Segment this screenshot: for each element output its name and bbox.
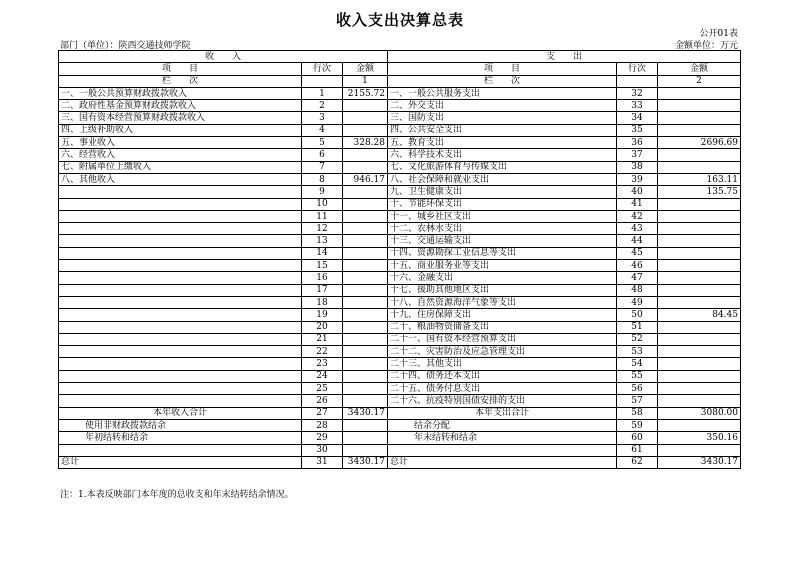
row-number: 54 bbox=[617, 358, 658, 370]
table-row bbox=[59, 210, 741, 222]
expense-header: 支 出 bbox=[388, 51, 741, 63]
income-item bbox=[59, 210, 302, 222]
expense-item: 六、科学技术支出 bbox=[388, 149, 617, 161]
income-total-label: 本年收入合计 bbox=[59, 407, 302, 419]
non-fiscal-surplus-label: 使用非财政拨款结余 bbox=[59, 419, 302, 431]
row-number: 50 bbox=[617, 309, 658, 321]
income-item: 八、其他收入 bbox=[59, 173, 302, 185]
form-number: 公开01表 bbox=[699, 29, 738, 39]
row-number: 11 bbox=[302, 210, 343, 222]
expense-item: 十三、交通运输支出 bbox=[388, 235, 617, 247]
amount-cell bbox=[343, 432, 388, 444]
row-number: 52 bbox=[617, 333, 658, 345]
row-number: 13 bbox=[302, 235, 343, 247]
amount-unit: 金额单位：万元 bbox=[674, 41, 738, 51]
row-number: 53 bbox=[617, 346, 658, 358]
department-label: 部门（单位）：陕西交通技师学院 bbox=[60, 41, 191, 51]
income-amount bbox=[343, 395, 388, 407]
expense-item: 四、公共安全支出 bbox=[388, 124, 617, 136]
row-number: 28 bbox=[302, 419, 343, 431]
row-number: 15 bbox=[302, 260, 343, 272]
row-number: 46 bbox=[617, 260, 658, 272]
expense-amount bbox=[658, 383, 741, 395]
expense-item: 十九、住房保障支出 bbox=[388, 309, 617, 321]
expense-item: 一、一般公共服务支出 bbox=[388, 87, 617, 99]
row-number: 25 bbox=[302, 383, 343, 395]
income-item bbox=[59, 321, 302, 333]
expense-item: 九、卫生健康支出 bbox=[388, 186, 617, 198]
table-row bbox=[59, 247, 741, 259]
table-row-grand-total bbox=[59, 456, 741, 468]
income-amount: 946.17 bbox=[343, 173, 388, 185]
table-row-28 bbox=[59, 419, 741, 431]
income-amount bbox=[343, 272, 388, 284]
income-amount bbox=[343, 161, 388, 173]
income-amount bbox=[343, 333, 388, 345]
expense-item: 十四、资源勘探工业信息等支出 bbox=[388, 247, 617, 259]
table-row bbox=[59, 260, 741, 272]
beginning-balance-label: 年初结转和结余 bbox=[59, 432, 302, 444]
header-row-section bbox=[59, 51, 741, 63]
expense-amount bbox=[658, 284, 741, 296]
income-amount bbox=[343, 124, 388, 136]
table-row bbox=[59, 321, 741, 333]
row-number: 3 bbox=[302, 112, 343, 124]
expense-item: 十五、商业服务业等支出 bbox=[388, 260, 617, 272]
expense-item: 二十二、灾害防治及应急管理支出 bbox=[388, 346, 617, 358]
table-row bbox=[59, 358, 741, 370]
income-item bbox=[59, 272, 302, 284]
income-amount bbox=[343, 210, 388, 222]
expense-amount bbox=[658, 112, 741, 124]
grand-income-label: 总计 bbox=[59, 456, 302, 468]
expense-item: 二十六、抗疫特别国债安排的支出 bbox=[388, 395, 617, 407]
table-row bbox=[59, 346, 741, 358]
expense-item: 五、教育支出 bbox=[388, 137, 617, 149]
income-item bbox=[59, 198, 302, 210]
row-number: 42 bbox=[617, 210, 658, 222]
income-total-amount: 3430.17 bbox=[343, 407, 388, 419]
amount-cell bbox=[343, 444, 388, 456]
summary-table bbox=[58, 50, 741, 469]
income-item: 五、事业收入 bbox=[59, 137, 302, 149]
expense-amount bbox=[658, 272, 741, 284]
grand-expense-label: 总计 bbox=[388, 456, 617, 468]
row-number: 16 bbox=[302, 272, 343, 284]
row-number: 27 bbox=[302, 407, 343, 419]
income-col1: 1 bbox=[343, 75, 388, 87]
row-number: 22 bbox=[302, 346, 343, 358]
table-row bbox=[59, 296, 741, 308]
expense-column-label: 栏 次 bbox=[388, 75, 617, 87]
table-row bbox=[59, 198, 741, 210]
table-row bbox=[59, 149, 741, 161]
row-number: 29 bbox=[302, 432, 343, 444]
income-column-label: 栏 次 bbox=[59, 75, 302, 87]
table-row bbox=[59, 370, 741, 382]
expense-item: 十七、援助其他地区支出 bbox=[388, 284, 617, 296]
row-number: 36 bbox=[617, 137, 658, 149]
income-item bbox=[59, 235, 302, 247]
income-amount bbox=[343, 383, 388, 395]
expense-item: 二、外交支出 bbox=[388, 100, 617, 112]
expense-amount: 163.11 bbox=[658, 173, 741, 185]
row-number: 40 bbox=[617, 186, 658, 198]
income-item bbox=[59, 395, 302, 407]
expense-amount bbox=[658, 296, 741, 308]
row-number: 4 bbox=[302, 124, 343, 136]
income-item bbox=[59, 223, 302, 235]
income-amount bbox=[343, 186, 388, 198]
expense-amount: 2696.69 bbox=[658, 137, 741, 149]
income-item bbox=[59, 296, 302, 308]
income-amount bbox=[343, 235, 388, 247]
expense-item: 十二、农林水支出 bbox=[388, 223, 617, 235]
row-number: 38 bbox=[617, 161, 658, 173]
income-amount: 328.28 bbox=[343, 137, 388, 149]
table-row-30 bbox=[59, 444, 741, 456]
income-amount bbox=[343, 370, 388, 382]
expense-item: 二十四、债务还本支出 bbox=[388, 370, 617, 382]
expense-amount: 135.75 bbox=[658, 186, 741, 198]
income-item bbox=[59, 333, 302, 345]
expense-amount bbox=[658, 210, 741, 222]
expense-item: 三、国防支出 bbox=[388, 112, 617, 124]
expense-amount bbox=[658, 100, 741, 112]
income-item bbox=[59, 247, 302, 259]
row-number: 37 bbox=[617, 149, 658, 161]
row-number: 6 bbox=[302, 149, 343, 161]
expense-amount bbox=[658, 346, 741, 358]
expense-amount bbox=[658, 198, 741, 210]
row-number: 41 bbox=[617, 198, 658, 210]
income-amount bbox=[343, 100, 388, 112]
expense-item: 二十一、国有资本经营预算支出 bbox=[388, 333, 617, 345]
table-row bbox=[59, 383, 741, 395]
row-number: 49 bbox=[617, 296, 658, 308]
table-row bbox=[59, 333, 741, 345]
table-row bbox=[59, 223, 741, 235]
expense-amount bbox=[658, 370, 741, 382]
expense-item: 二十五、债务付息支出 bbox=[388, 383, 617, 395]
expense-item: 十一、城乡社区支出 bbox=[388, 210, 617, 222]
amount-cell bbox=[343, 419, 388, 431]
row-number: 62 bbox=[617, 456, 658, 468]
income-item-header: 项 目 bbox=[59, 63, 302, 75]
row-number: 9 bbox=[302, 186, 343, 198]
row-number: 17 bbox=[302, 284, 343, 296]
row-number: 2 bbox=[302, 100, 343, 112]
expense-item: 八、社会保障和就业支出 bbox=[388, 173, 617, 185]
table-row bbox=[59, 161, 741, 173]
expense-col2: 2 bbox=[658, 75, 741, 87]
row-number: 33 bbox=[617, 100, 658, 112]
income-item: 四、上级补助收入 bbox=[59, 124, 302, 136]
row-number: 8 bbox=[302, 173, 343, 185]
expense-amount bbox=[658, 161, 741, 173]
row-number: 19 bbox=[302, 309, 343, 321]
table-row bbox=[59, 235, 741, 247]
amount-cell bbox=[658, 419, 741, 431]
table-row bbox=[59, 186, 741, 198]
grand-expense-amount: 3430.17 bbox=[658, 456, 741, 468]
table-row-income-total bbox=[59, 407, 741, 419]
income-item bbox=[59, 260, 302, 272]
expense-amount bbox=[658, 260, 741, 272]
surplus-distribution-label: 结余分配 bbox=[388, 419, 617, 431]
income-item: 七、附属单位上缴收入 bbox=[59, 161, 302, 173]
table-row bbox=[59, 395, 741, 407]
row-number: 59 bbox=[617, 419, 658, 431]
row-number: 45 bbox=[617, 247, 658, 259]
income-item bbox=[59, 284, 302, 296]
row-number: 1 bbox=[302, 87, 343, 99]
blank-cell bbox=[302, 75, 343, 87]
table-row-29 bbox=[59, 432, 741, 444]
row-number: 44 bbox=[617, 235, 658, 247]
expense-amount bbox=[658, 235, 741, 247]
row-number: 10 bbox=[302, 198, 343, 210]
blank-cell bbox=[388, 444, 617, 456]
income-amount: 2155.72 bbox=[343, 87, 388, 99]
expense-item: 二十、粮油物资储备支出 bbox=[388, 321, 617, 333]
table-row bbox=[59, 284, 741, 296]
row-number: 26 bbox=[302, 395, 343, 407]
expense-item: 十、节能环保支出 bbox=[388, 198, 617, 210]
expense-amount bbox=[658, 333, 741, 345]
income-item bbox=[59, 358, 302, 370]
expense-amount: 84.45 bbox=[658, 309, 741, 321]
blank-cell bbox=[617, 75, 658, 87]
table-row bbox=[59, 100, 741, 112]
grand-income-amount: 3430.17 bbox=[343, 456, 388, 468]
expense-item: 十八、自然资源海洋气象等支出 bbox=[388, 296, 617, 308]
row-number: 58 bbox=[617, 407, 658, 419]
income-amount bbox=[343, 358, 388, 370]
expense-amount bbox=[658, 149, 741, 161]
row-number: 24 bbox=[302, 370, 343, 382]
expense-item: 二十三、其他支出 bbox=[388, 358, 617, 370]
income-item bbox=[59, 309, 302, 321]
income-header: 收 入 bbox=[59, 51, 388, 63]
ending-balance-amount: 350.16 bbox=[658, 432, 741, 444]
expense-total-amount: 3080.00 bbox=[658, 407, 741, 419]
income-item: 六、经营收入 bbox=[59, 149, 302, 161]
row-number: 5 bbox=[302, 137, 343, 149]
expense-amount bbox=[658, 395, 741, 407]
income-amount bbox=[343, 296, 388, 308]
row-number: 32 bbox=[617, 87, 658, 99]
row-number: 39 bbox=[617, 173, 658, 185]
row-number: 21 bbox=[302, 333, 343, 345]
page-title: 收入支出决算总表 bbox=[335, 11, 464, 29]
row-number: 12 bbox=[302, 223, 343, 235]
amount-cell bbox=[658, 444, 741, 456]
income-item: 一、一般公共预算财政拨款收入 bbox=[59, 87, 302, 99]
table-row bbox=[59, 87, 741, 99]
table-row bbox=[59, 112, 741, 124]
expense-amount bbox=[658, 321, 741, 333]
income-amount bbox=[343, 149, 388, 161]
row-number: 61 bbox=[617, 444, 658, 456]
header-row-column-index bbox=[59, 75, 741, 87]
row-number: 47 bbox=[617, 272, 658, 284]
income-amount bbox=[343, 284, 388, 296]
row-number: 31 bbox=[302, 456, 343, 468]
income-amount-header: 金额 bbox=[343, 63, 388, 75]
row-number: 35 bbox=[617, 124, 658, 136]
row-number: 57 bbox=[617, 395, 658, 407]
income-rowno-header: 行次 bbox=[302, 63, 343, 75]
row-number: 43 bbox=[617, 223, 658, 235]
income-item: 三、国有资本经营预算财政拨款收入 bbox=[59, 112, 302, 124]
row-number: 34 bbox=[617, 112, 658, 124]
income-amount bbox=[343, 309, 388, 321]
row-number: 48 bbox=[617, 284, 658, 296]
table-row bbox=[59, 309, 741, 321]
expense-amount bbox=[658, 247, 741, 259]
income-item bbox=[59, 370, 302, 382]
income-amount bbox=[343, 346, 388, 358]
header-row-columns bbox=[59, 63, 741, 75]
income-item bbox=[59, 186, 302, 198]
expense-item: 七、文化旅游体育与传媒支出 bbox=[388, 161, 617, 173]
row-number: 56 bbox=[617, 383, 658, 395]
table-row bbox=[59, 173, 741, 185]
table-row bbox=[59, 124, 741, 136]
blank-cell bbox=[59, 444, 302, 456]
income-amount bbox=[343, 247, 388, 259]
row-number: 20 bbox=[302, 321, 343, 333]
row-number: 18 bbox=[302, 296, 343, 308]
expense-rowno-header: 行次 bbox=[617, 63, 658, 75]
income-amount bbox=[343, 198, 388, 210]
expense-amount bbox=[658, 87, 741, 99]
expense-amount-header: 金额 bbox=[658, 63, 741, 75]
footnote: 注：1.本表反映部门本年度的总收支和年末结转结余情况。 bbox=[60, 490, 294, 500]
income-item: 二、政府性基金预算财政拨款收入 bbox=[59, 100, 302, 112]
row-number: 51 bbox=[617, 321, 658, 333]
table-row bbox=[59, 137, 741, 149]
row-number: 30 bbox=[302, 444, 343, 456]
expense-total-label: 本年支出合计 bbox=[388, 407, 617, 419]
income-amount bbox=[343, 112, 388, 124]
expense-item: 十六、金融支出 bbox=[388, 272, 617, 284]
ending-balance-label: 年末结转和结余 bbox=[388, 432, 617, 444]
row-number: 14 bbox=[302, 247, 343, 259]
table-row bbox=[59, 272, 741, 284]
income-item bbox=[59, 346, 302, 358]
row-number: 60 bbox=[617, 432, 658, 444]
row-number: 23 bbox=[302, 358, 343, 370]
row-number: 7 bbox=[302, 161, 343, 173]
expense-amount bbox=[658, 358, 741, 370]
income-amount bbox=[343, 223, 388, 235]
income-amount bbox=[343, 321, 388, 333]
income-amount bbox=[343, 260, 388, 272]
expense-item-header: 项 目 bbox=[388, 63, 617, 75]
expense-amount bbox=[658, 223, 741, 235]
expense-amount bbox=[658, 124, 741, 136]
income-item bbox=[59, 383, 302, 395]
row-number: 55 bbox=[617, 370, 658, 382]
